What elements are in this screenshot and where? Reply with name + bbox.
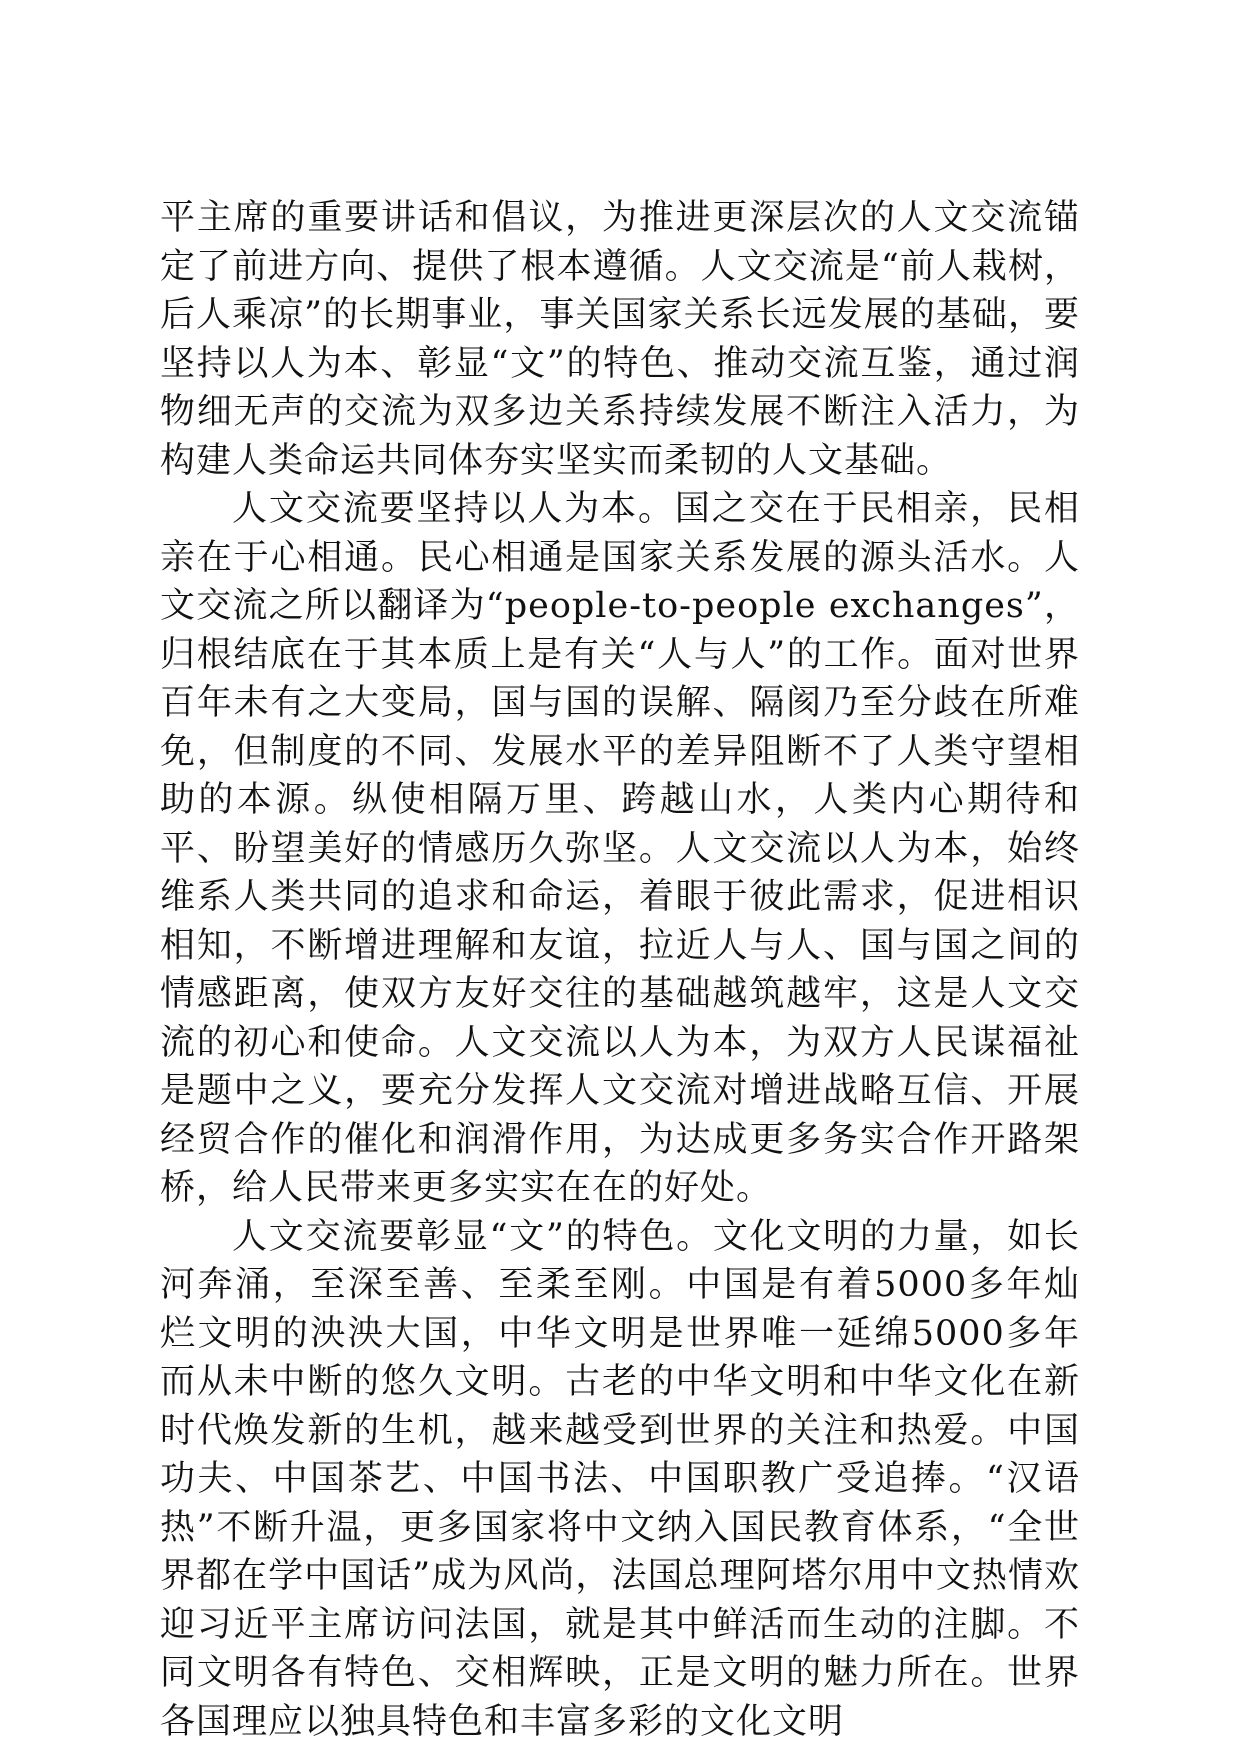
paragraph-culture-feature: 人文交流要彰显“文”的特色。文化文明的力量，如长河奔涌，至深至善、至柔至刚。中国是有着5000多年灿烂文明的泱泱大国，中华文明是世界唯一延绵5000多年而从未中断的悠久文明。古老的中华文明和中华文化在新时代焕发新的生机，越来越受到世界的关注和热爱。中国功夫、中国茶艺、中国书法、中国职教广受追捧。“汉语热”不断升温，更多国家将中文纳入国民教育体系，“全世界都在学中国话”成为风尚，法国总理阿塔尔用中文热情欢迎习近平主席访问法国，就是其中鲜活而生动的注脚。不同文明各有特色、交相辉映，正是文明的魅力所在。世界各国理应以独具特色和丰富多彩的文化文明 (160, 1216, 1080, 1742)
document-page (160, 194, 1080, 1746)
paragraph-people-oriented: 人文交流要坚持以人为本。国之交在于民相亲，民相亲在于心相通。民心相通是国家关系发展的源头活水。人文交流之所以翻译为“people-to-people exchanges”，归根结底在于其本质上是有关“人与人”的工作。面对世界百年未有之大变局，国与国的误解、隔阂乃至分歧在所难免，但制度的不同、发展水平的差异阻断不了人类守望相助的本源。纵使相隔万里、跨越山水，人类内心期待和平、盼望美好的情感历久弥坚。人文交流以人为本，始终维系人类共同的追求和命运，着眼于彼此需求，促进相识相知，不断增进理解和友谊，拉近人与人、国与国之间的情感距离，使双方友好交往的基础越筑越牢，这是人文交流的初心和使命。人文交流以人为本，为双方人民谋福祉是题中之义，要充分发挥人文交流对增进战略互信、开展经贸合作的催化和润滑作用，为达成更多务实合作开路架桥，给人民带来更多实实在在的好处。 (160, 489, 1080, 1208)
paragraph-intro: 平主席的重要讲话和倡议，为推进更深层次的人文交流锚定了前进方向、提供了根本遵循。人文交流是“前人栽树，后人乘凉”的长期事业，事关国家关系长远发展的基础，要坚持以人为本、彰显“文”的特色、推动交流互鉴，通过润物细无声的交流为双多边关系持续发展不断注入活力，为构建人类命运共同体夯实坚实而柔韧的人文基础。 (160, 198, 1080, 481)
